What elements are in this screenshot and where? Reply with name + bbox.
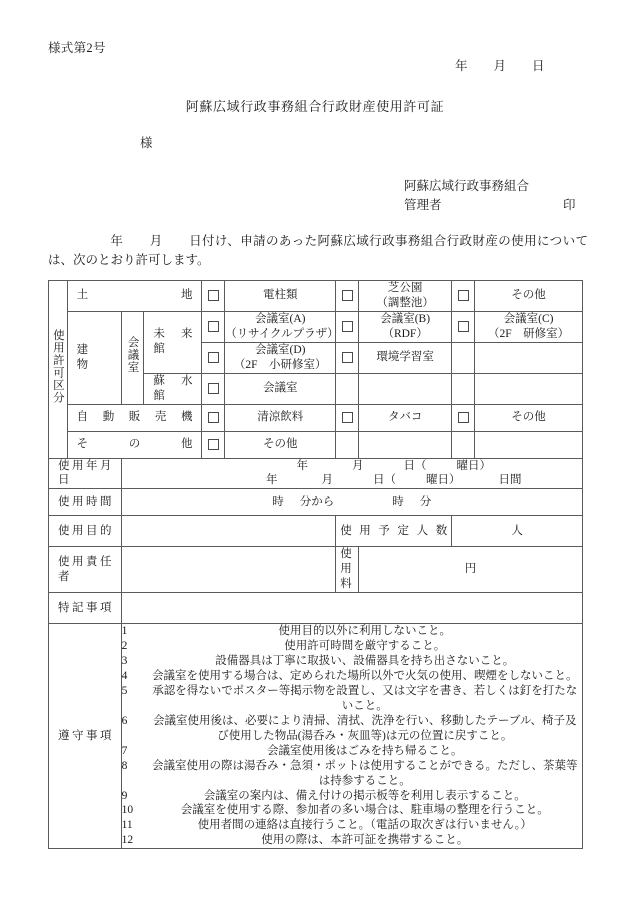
attendees-value[interactable] <box>452 516 583 547</box>
manager-label: 使用責任者 <box>49 547 122 593</box>
intro-body: 日付け、申請のあった阿蘇広域行政事務組合行政財産の使用については、次のとおり許可します。 <box>48 234 588 268</box>
compliance-item-number: 2 <box>121 640 128 653</box>
empty-cell <box>475 373 583 404</box>
checkbox-cell-environment-room[interactable] <box>336 342 359 373</box>
empty-cell <box>336 431 359 458</box>
land-label-cell: 土 地 <box>67 281 202 312</box>
option-meeting-room-a-sub: （リサイクルプラザ） <box>225 327 339 340</box>
compliance-item <box>122 714 582 744</box>
option-meeting-room-c-sub: （2F 研修室） <box>487 327 570 340</box>
checkbox-icon[interactable] <box>342 321 353 332</box>
checkbox-cell-mirai-c[interactable] <box>452 311 475 342</box>
option-environment-study-room: 環境学習室 <box>358 342 451 373</box>
manager-value[interactable] <box>121 547 336 593</box>
compliance-item-text: 設備器具は丁寧に取扱い、設備器具を持ち出さないこと。 <box>215 655 515 668</box>
option-sosui-meeting-room: 会議室 <box>225 373 336 404</box>
use-date-label: 使用年月日 <box>49 458 122 489</box>
meeting-room-vertical-label: 会議室 <box>121 311 144 404</box>
option-meeting-room-c <box>475 311 583 342</box>
compliance-item-text: 会議室を使用する際、参加者の多い場合は、駐車場の整理を行うこと。 <box>180 804 549 817</box>
checkbox-icon[interactable] <box>208 290 219 301</box>
intro-month: 月 <box>149 234 163 248</box>
checkbox-icon[interactable] <box>342 412 353 423</box>
checkbox-icon[interactable] <box>342 352 353 363</box>
compliance-item-number: 8 <box>121 759 128 772</box>
table-row-compliance <box>49 624 583 849</box>
table-row-vending <box>49 404 583 431</box>
compliance-item-number: 7 <box>121 744 128 757</box>
compliance-item-text: 会議室使用後は、必要により清掃、清拭、洗浄を行い、移動したテーブル、椅子及び使用した物品(湯呑み・灰皿等)は元の位置に戻すこと。 <box>153 714 577 742</box>
option-meeting-room-b <box>358 311 451 342</box>
table-row-remarks <box>49 593 583 624</box>
classification-vertical-label: 使用許可区分 <box>49 281 68 459</box>
compliance-item-number: 6 <box>121 714 128 727</box>
remarks-label: 特記事項 <box>49 593 122 624</box>
use-date-value[interactable] <box>121 458 582 489</box>
vending-label-cell: 自 動 販 売 機 <box>67 404 202 431</box>
checkbox-icon[interactable] <box>458 412 469 423</box>
option-land-1: 電柱類 <box>225 281 336 312</box>
issue-date-year: 年 <box>455 59 468 73</box>
table-row-use-date <box>49 458 583 489</box>
checkbox-cell-sosui-meeting[interactable] <box>202 373 225 404</box>
checkbox-cell-mirai-d[interactable] <box>202 342 225 373</box>
option-vending-2: タバコ <box>358 404 451 431</box>
option-meeting-room-b-sub: （RDF） <box>382 327 428 340</box>
option-meeting-room-d-sub: （2F 小研修室） <box>233 358 327 371</box>
checkbox-icon[interactable] <box>208 412 219 423</box>
intro-year: 年 <box>110 234 124 248</box>
building-label-cell: 建 物 <box>67 311 121 404</box>
compliance-item-number: 1 <box>121 625 128 638</box>
checkbox-cell-mirai-a[interactable] <box>202 311 225 342</box>
remarks-value[interactable] <box>121 593 582 624</box>
compliance-label: 遵守事項 <box>49 624 122 849</box>
permit-form-table <box>48 280 583 849</box>
option-meeting-room-d-name: 会議室(D) <box>254 343 306 356</box>
compliance-item <box>122 803 582 818</box>
intro-paragraph <box>48 232 588 271</box>
option-meeting-room-a <box>225 311 339 342</box>
checkbox-icon[interactable] <box>458 321 469 332</box>
table-row-land <box>49 281 583 312</box>
checkbox-cell-vending-1[interactable] <box>202 404 225 431</box>
checkbox-cell-vending-3[interactable] <box>452 404 475 431</box>
attendees-unit: 人 <box>511 524 523 537</box>
attendees-label: 使用予定人数 <box>336 516 452 547</box>
option-vending-1: 清涼飲料 <box>225 404 336 431</box>
compliance-item <box>122 669 582 684</box>
table-row-manager <box>49 547 583 593</box>
empty-cell <box>452 373 475 404</box>
option-land-2-name: 芝公園 <box>387 282 423 294</box>
option-meeting-room-a-name: 会議室(A) <box>254 312 306 325</box>
option-other-1: その他 <box>225 431 336 458</box>
empty-cell <box>475 342 583 373</box>
table-row-building-mirai-1 <box>49 311 583 342</box>
fee-value[interactable] <box>358 547 582 593</box>
option-meeting-room-d <box>225 342 336 373</box>
checkbox-icon[interactable] <box>208 321 219 332</box>
empty-cell <box>358 373 451 404</box>
compliance-item-number: 3 <box>121 655 128 668</box>
compliance-item-number: 4 <box>121 670 128 682</box>
compliance-item <box>122 744 582 759</box>
compliance-item-number: 9 <box>121 789 128 802</box>
compliance-item-text: 使用目的以外に利用しないこと。 <box>278 625 452 638</box>
compliance-item <box>122 789 582 804</box>
compliance-item <box>122 654 582 669</box>
compliance-item-text: 会議室使用の際は湯呑み・急須・ポットは使用することができる。ただし、茶葉等は持参すること。 <box>152 759 578 787</box>
form-number: 様式第2号 <box>48 41 106 55</box>
compliance-item-text: 会議室の案内は、備え付けの掲示板等を利用し表示すること。 <box>203 789 526 802</box>
table-row-other <box>49 431 583 458</box>
checkbox-icon[interactable] <box>208 383 219 394</box>
seal-mark: 印 <box>563 198 576 212</box>
sosui-hall-label: 蘇 水 館 <box>144 373 202 404</box>
checkbox-cell-vending-2[interactable] <box>336 404 359 431</box>
checkbox-cell-land-1[interactable] <box>202 281 225 312</box>
compliance-item-number: 12 <box>121 834 134 847</box>
document-title: 阿蘇広域行政事務組合行政財産使用許可証 <box>185 99 445 114</box>
issuer-organization: 阿蘇広域行政事務組合 <box>404 179 530 193</box>
purpose-value[interactable] <box>121 516 336 547</box>
issue-date-line <box>455 56 545 74</box>
option-land-3: その他 <box>475 281 583 312</box>
issue-date-day: 日 <box>532 59 545 73</box>
checkbox-icon[interactable] <box>342 290 353 301</box>
mirai-hall-label: 未 来 館 <box>144 311 202 373</box>
use-date-line-1: 年 月 日（ 曜日） <box>296 459 492 472</box>
compliance-item-text: 使用許可時間を厳守すること。 <box>284 640 446 653</box>
empty-cell <box>452 342 475 373</box>
option-meeting-room-b-name: 会議室(B) <box>380 312 431 325</box>
compliance-item-text: 使用者間の連絡は直接行うこと。（電話の取次ぎは行いません。） <box>197 819 532 832</box>
compliance-list <box>121 624 582 849</box>
option-meeting-room-c-name: 会議室(C) <box>503 312 554 325</box>
checkbox-cell-other-1[interactable] <box>202 431 225 458</box>
compliance-item-number: 11 <box>121 819 133 832</box>
use-time-label: 使用時間 <box>49 489 122 516</box>
other-label-cell: そ の 他 <box>67 431 202 458</box>
compliance-item <box>122 639 582 654</box>
fee-label: 使用料 <box>336 547 359 593</box>
checkbox-cell-mirai-b[interactable] <box>336 311 359 342</box>
issuer-role: 管理者 <box>404 198 442 212</box>
checkbox-icon[interactable] <box>458 290 469 301</box>
option-land-2-sub: （調整池） <box>376 296 434 309</box>
fee-unit: 円 <box>464 563 477 576</box>
checkbox-cell-land-2[interactable] <box>336 281 359 312</box>
compliance-item-number: 10 <box>121 804 134 817</box>
addressee-honorific: 様 <box>140 136 153 150</box>
checkbox-icon[interactable] <box>208 439 219 450</box>
table-row-use-time <box>49 489 583 516</box>
option-land-2 <box>358 281 451 312</box>
compliance-item-text: 会議室を使用する場合は、定められた場所以外で火気の使用、喫煙をしないこと。 <box>152 670 578 682</box>
empty-cell <box>452 431 475 458</box>
compliance-item <box>122 684 582 714</box>
purpose-label: 使用目的 <box>49 516 122 547</box>
use-time-value[interactable]: 時 分から 時 分 <box>121 489 582 516</box>
empty-cell <box>336 373 359 404</box>
table-row-purpose <box>49 516 583 547</box>
compliance-item-text: 承認を得ないでポスター等掲示物を設置し、又は文字を書き、若しくは釘を打たないこと。 <box>152 684 578 712</box>
issue-date-month: 月 <box>493 59 507 73</box>
compliance-item <box>122 624 582 639</box>
checkbox-cell-land-3[interactable] <box>452 281 475 312</box>
compliance-item <box>122 818 582 833</box>
compliance-item-number: 5 <box>121 684 128 697</box>
compliance-item-text: 会議室使用後はごみを持ち帰ること。 <box>267 744 463 757</box>
option-vending-3: その他 <box>475 404 583 431</box>
compliance-item <box>122 833 582 848</box>
checkbox-icon[interactable] <box>208 352 219 363</box>
empty-cell <box>475 431 583 458</box>
use-date-line-2: 年 月 日（ 曜日） 日間 <box>266 474 522 487</box>
compliance-item <box>122 759 582 789</box>
empty-cell <box>358 431 451 458</box>
compliance-item-text: 使用の際は、本許可証を携帯すること。 <box>261 834 469 847</box>
